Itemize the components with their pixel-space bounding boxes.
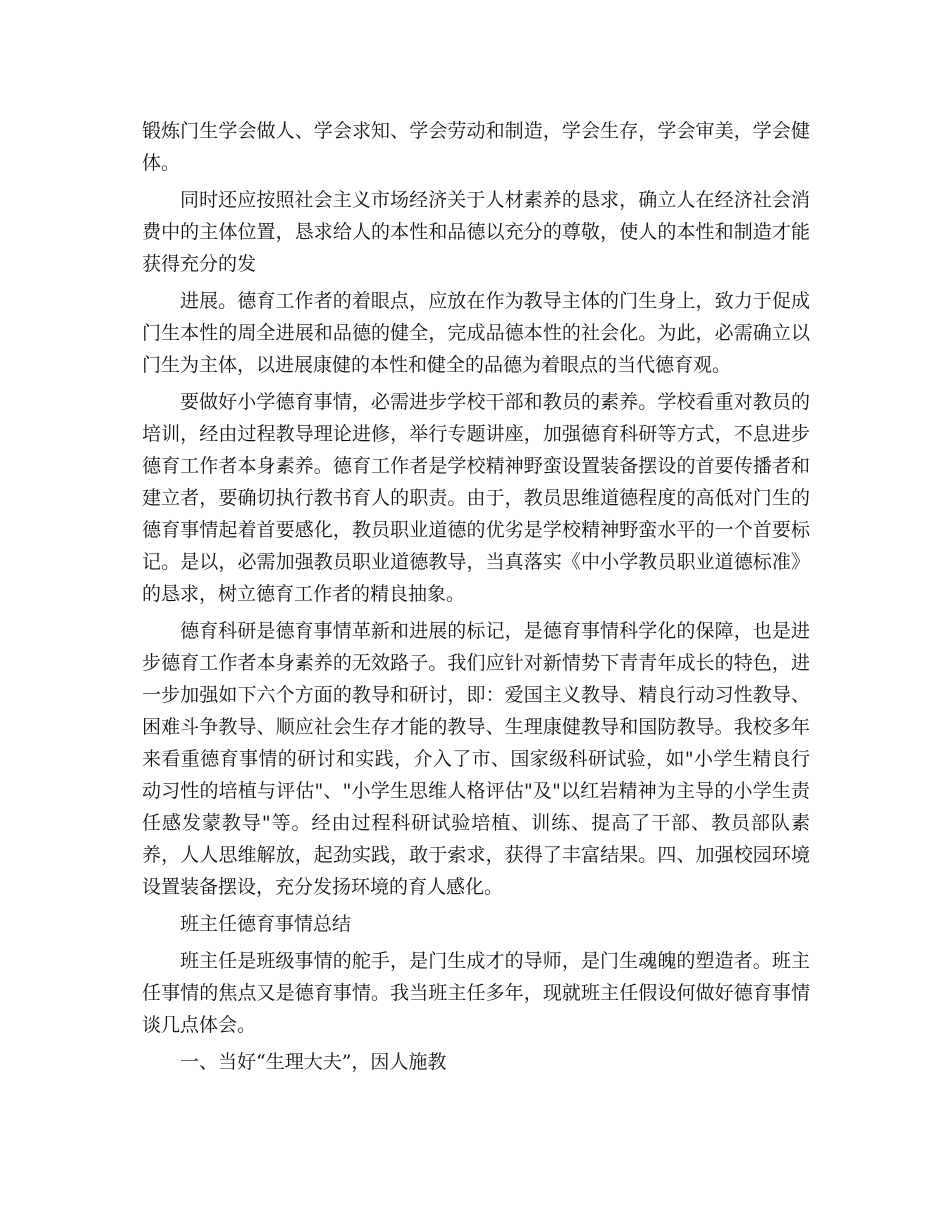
- paragraph-4: 要做好小学德育事情，必需进步学校干部和教员的素养。学校看重对教员的培训，经由过程教导理论进修，举行专题讲座，加强德育科研等方式，不息进步德育工作者本身素养。德育工作者是学校精神野蛮设置装备摆设的首要传播者和建立者，要确切执行教书育人的职责。由于，教员思维道德程度的高低对门生的德育事情起着首要感化，教员职业道德的优劣是学校精神野蛮水平的一个首要标记。是以，必需加强教员职业道德教导，当真落实《中小学教员职业道德标准》的恳求，树立德育工作者的精良抽象。: [142, 391, 810, 605]
- paragraph-3: 进展。德育工作者的着眼点，应放在作为教导主体的门生身上，致力于促成门生本性的周全进展和品德的健全，完成品德本性的社会化。为此，必需确立以门生为主体，以进展康健的本性和健全的品德为着眼点的当代德育观。: [142, 290, 810, 376]
- document-body: [142, 115, 810, 1083]
- paragraph-7: 班主任是班级事情的舵手，是门生成才的导师，是门生魂魄的塑造者。班主任事情的焦点又是德育事情。我当班主任多年，现就班主任假设何做好德育事情谈几点体会。: [142, 950, 810, 1036]
- paragraph-5: 德育科研是德育事情革新和进展的标记，是德育事情科学化的保障，也是进步德育工作者本身素养的无效路子。我们应针对新情势下青青年成长的特色，进一步加强如下六个方面的教导和研讨，即：爱国主义教导、精良行动习性教导、困难斗争教导、顺应社会生存才能的教导、生理康健教导和国防教导。我校多年来看重德育事情的研讨和实践，介入了市、国家级科研试验，如"小学生精良行动习性的培植与评估"、"小学生思维人格评估"及"以红岩精神为主导的小学生责任感发蒙教导"等。经由过程科研试验培植、训练、提高了干部、教员部队素养，人人思维解放，起劲实践，敢于索求，获得了丰富结果。四、加强校园环境设置装备摆设，充分发扬环境的育人感化。: [142, 620, 810, 898]
- paragraph-1: 锻炼门生学会做人、学会求知、学会劳动和制造，学会生存，学会审美，学会健体。: [142, 120, 810, 174]
- subheading-point-one: 一、当好“生理大夫”，因人施教: [180, 1051, 447, 1073]
- section-heading-class-teacher-summary: 班主任德育事情总结: [180, 913, 352, 935]
- paragraph-2: 同时还应按照社会主义市场经济关于人材素养的恳求，确立人在经济社会消费中的主体位置，恳求给人的本性和品德以充分的尊敬，使人的本性和制造才能获得充分的发: [142, 189, 810, 275]
